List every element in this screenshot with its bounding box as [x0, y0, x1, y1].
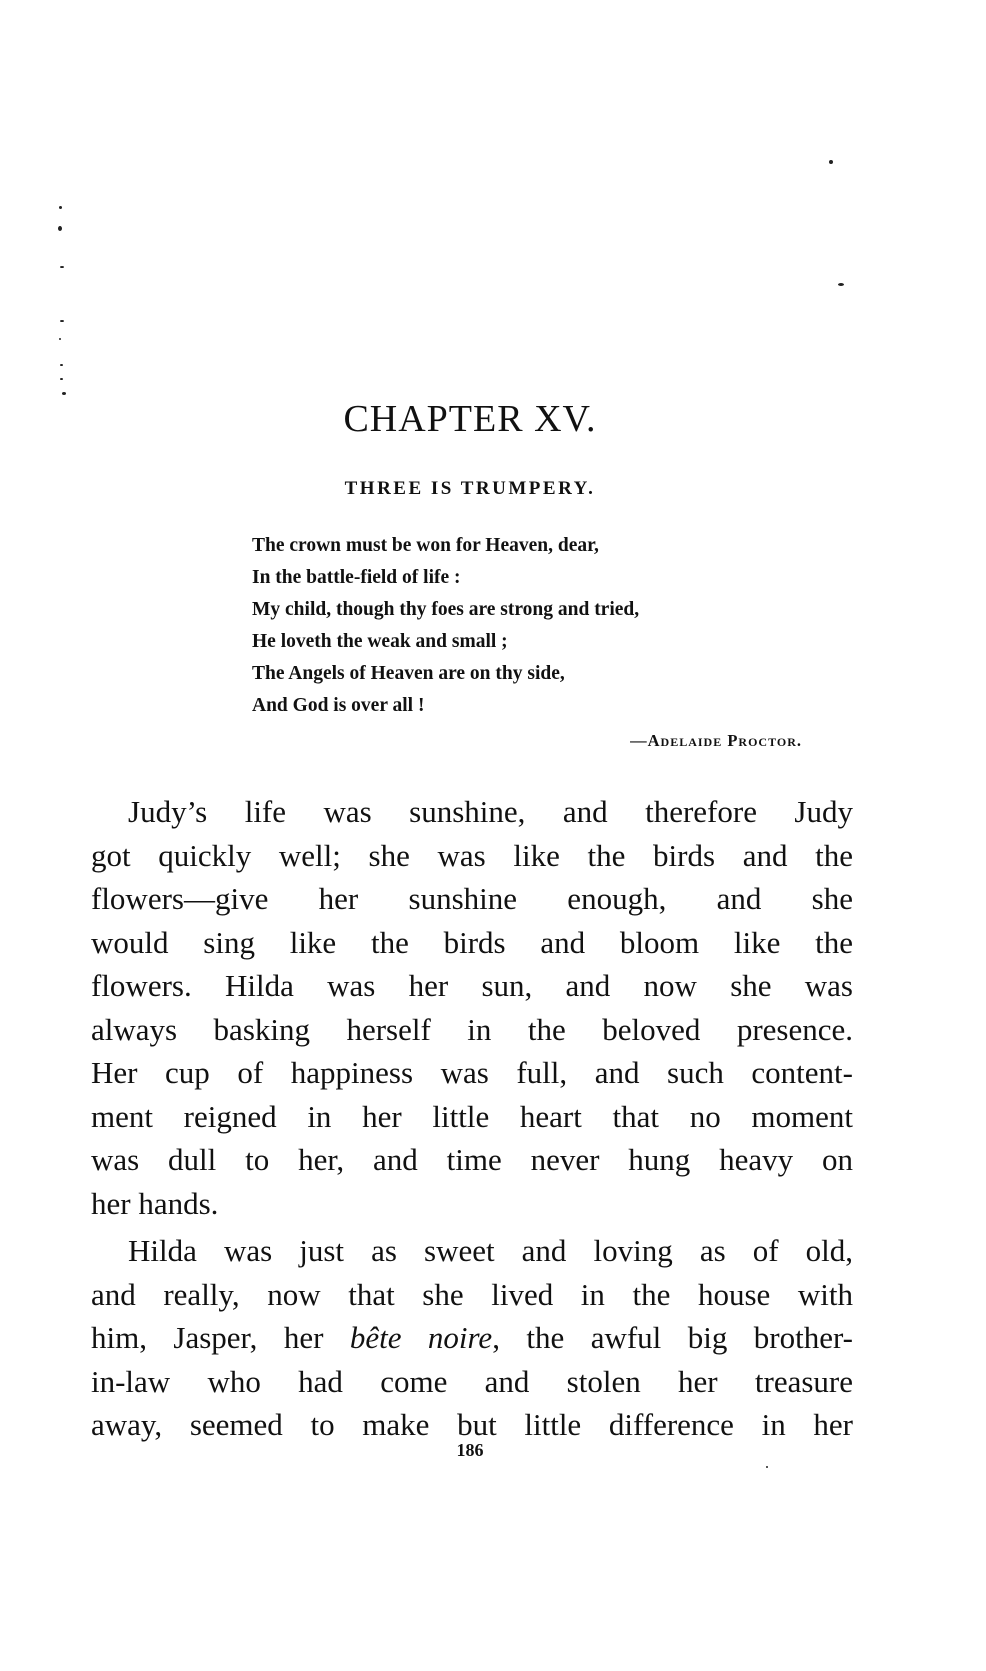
text-run: him, Jasper, her	[91, 1320, 350, 1355]
scan-speck	[829, 160, 833, 164]
text-line: flowers—give her sunshine enough, and she	[91, 881, 853, 916]
text-line-with-italic	[91, 1316, 853, 1360]
text-line: and really, now that she lived in the house with	[91, 1276, 853, 1312]
paragraph	[91, 1229, 853, 1447]
text-line: her hands.	[91, 1185, 219, 1221]
epigraph-attribution: —Adelaide Proctor.	[630, 731, 802, 750]
chapter-subtitle: THREE IS TRUMPERY.	[344, 478, 596, 499]
page-number: 186	[456, 1440, 484, 1460]
text-line: Judy’s life was sunshine, and therefore Judy	[128, 794, 853, 829]
paragraph	[91, 790, 853, 1225]
italic-phrase: bête noire	[349, 1320, 493, 1355]
scan-speck	[60, 378, 63, 380]
epigraph-line: The Angels of Heaven are on thy side,	[252, 663, 565, 684]
scan-speck	[60, 266, 64, 268]
text-line: away, seemed to make but little difference in her	[91, 1407, 853, 1442]
scan-speck	[60, 320, 64, 322]
scan-speck	[766, 1466, 768, 1468]
text-line: Hilda was just as sweet and loving as of old,	[128, 1233, 853, 1268]
epigraph-line: He loveth the weak and small ;	[252, 631, 508, 652]
epigraph-line: And God is over all !	[252, 695, 425, 716]
text-line: always basking herself in the beloved presence.	[91, 1011, 853, 1047]
text-line: was dull to her, and time never hung heavy on	[91, 1142, 853, 1177]
epigraph-line: The crown must be won for Heaven, dear,	[252, 535, 599, 556]
body-text	[91, 790, 853, 1447]
text-run: , the awful big brother-	[492, 1320, 853, 1355]
epigraph-line: My child, though thy foes are strong and tried,	[252, 599, 640, 620]
epigraph-line: In the battle-field of life :	[252, 567, 461, 588]
scan-speck	[838, 283, 844, 286]
scan-speck	[60, 364, 63, 366]
text-line: flowers. Hilda was her sun, and now she was	[91, 968, 853, 1003]
chapter-title: CHAPTER XV.	[343, 398, 597, 440]
scan-speck	[59, 338, 61, 340]
scan-speck	[59, 206, 62, 209]
text-line: ment reigned in her little heart that no moment	[91, 1098, 853, 1134]
text-line: would sing like the birds and bloom like the	[91, 924, 853, 960]
text-line: in-law who had come and stolen her treasure	[91, 1363, 853, 1399]
text-line: got quickly well; she was like the birds and the	[91, 837, 853, 873]
epigraph	[252, 530, 812, 758]
scan-speck	[58, 226, 62, 231]
scan-speck	[62, 392, 66, 395]
text-line: Her cup of happiness was full, and such content-	[91, 1055, 853, 1090]
